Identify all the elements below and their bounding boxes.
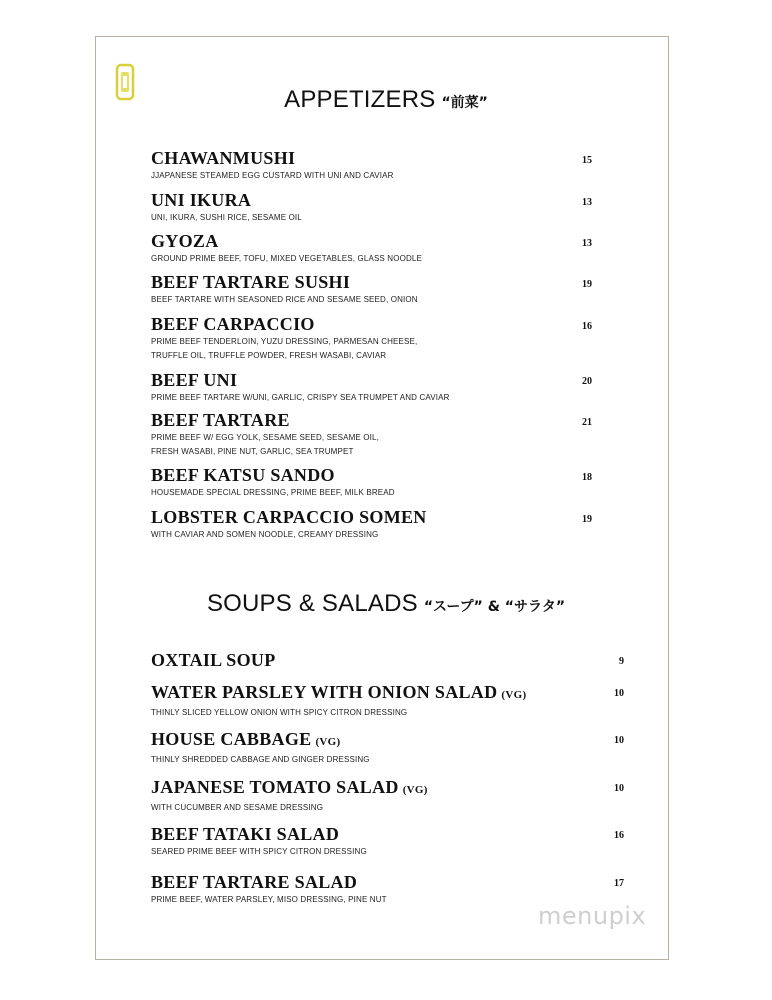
menu-item xyxy=(151,777,428,815)
menu-item xyxy=(151,465,395,500)
watermark: menupix xyxy=(538,902,647,930)
item-name: BEEF KATSU SANDO xyxy=(151,465,335,485)
menu-item xyxy=(151,272,418,307)
item-name: OXTAIL SOUP xyxy=(151,650,276,670)
item-name: LOBSTER CARPACCIO SOMEN xyxy=(151,507,427,527)
item-description: PRIME BEEF W/ EGG YOLK, SESAME SEED, SESAME OIL, xyxy=(151,433,380,442)
item-name: UNI IKURA xyxy=(151,190,252,210)
item-description: SEARED PRIME BEEF WITH SPICY CITRON DRESSING xyxy=(151,847,367,856)
item-description-line2: FRESH WASABI, PINE NUT, GARLIC, SEA TRUMPET xyxy=(151,447,354,456)
menu-item xyxy=(151,824,367,859)
item-price: 9 xyxy=(619,656,624,667)
item-name: BEEF TARTARE SUSHI xyxy=(151,272,351,292)
menu-item xyxy=(151,410,379,459)
menu-item xyxy=(151,370,450,405)
item-price: 13 xyxy=(582,197,592,208)
item-name: BEEF CARPACCIO xyxy=(151,314,315,334)
item-price: 10 xyxy=(614,735,624,746)
item-name: BEEF TARTARE SALAD xyxy=(151,872,358,892)
soups-salads-title: SOUPS & SALADS xyxy=(206,590,418,617)
item-description-line2: TRUFFLE OIL, TRUFFLE POWDER, FRESH WASABI, CAVIAR xyxy=(151,351,387,360)
item-name: BEEF UNI xyxy=(151,370,238,390)
item-name: BEEF TATAKI SALAD xyxy=(151,824,340,844)
item-name: JAPANESE TOMATO SALAD xyxy=(151,777,399,797)
item-price: 19 xyxy=(582,279,592,290)
item-name: WATER PARSLEY WITH ONION SALAD xyxy=(151,682,498,702)
item-price: 17 xyxy=(614,878,624,889)
item-price: 19 xyxy=(582,514,592,525)
item-price: 13 xyxy=(582,238,592,249)
vegetarian-tag: (VG) xyxy=(501,689,527,701)
item-name: BEEF TARTARE xyxy=(151,410,290,430)
item-name: HOUSE CABBAGE xyxy=(151,729,312,749)
item-description: GROUND PRIME BEEF, TOFU, MIXED VEGETABLES, GLASS NOODLE xyxy=(151,254,422,263)
item-name-row xyxy=(151,682,526,705)
item-name-row xyxy=(151,729,370,752)
soups-salads-heading xyxy=(0,590,772,618)
item-price: 18 xyxy=(582,472,592,483)
item-description: JJAPANESE STEAMED EGG CUSTARD WITH UNI AND CAVIAR xyxy=(151,171,394,180)
item-price: 10 xyxy=(614,783,624,794)
item-description: THINLY SHREDDED CABBAGE AND GINGER DRESSING xyxy=(151,755,370,764)
item-description: THINLY SLICED YELLOW ONION WITH SPICY CITRON DRESSING xyxy=(151,708,408,717)
item-price: 16 xyxy=(614,830,624,841)
menu-item xyxy=(151,729,370,767)
soups-salads-subtitle: “スープ” & “サラタ” xyxy=(423,599,566,615)
appetizers-heading xyxy=(0,86,772,114)
item-description: PRIME BEEF TENDERLOIN, YUZU DRESSING, PARMESAN CHEESE, xyxy=(151,337,418,346)
vegetarian-tag: (VG) xyxy=(315,736,341,748)
menu-item xyxy=(151,148,394,183)
menu-item xyxy=(151,231,422,266)
vegetarian-tag: (VG) xyxy=(402,784,428,796)
menu-item xyxy=(151,682,526,720)
appetizers-title: APPETIZERS xyxy=(284,86,436,113)
menu-item xyxy=(151,190,302,225)
appetizers-subtitle: “前菜” xyxy=(441,95,488,111)
item-price: 16 xyxy=(582,321,592,332)
item-description: PRIME BEEF TARTARE W/UNI, GARLIC, CRISPY SEA TRUMPET AND CAVIAR xyxy=(151,393,450,402)
item-description: WITH CUCUMBER AND SESAME DRESSING xyxy=(151,803,324,812)
item-description: PRIME BEEF, WATER PARSLEY, MISO DRESSING, PINE NUT xyxy=(151,895,387,904)
item-name-row xyxy=(151,777,428,800)
item-price: 10 xyxy=(614,688,624,699)
item-price: 21 xyxy=(582,417,592,428)
item-description: WITH CAVIAR AND SOMEN NOODLE, CREAMY DRESSING xyxy=(151,530,379,539)
item-price: 20 xyxy=(582,376,592,387)
menu-item xyxy=(151,314,417,363)
menu-item xyxy=(151,872,387,907)
item-description: UNI, IKURA, SUSHI RICE, SESAME OIL xyxy=(151,213,302,222)
item-description: HOUSEMADE SPECIAL DRESSING, PRIME BEEF, MILK BREAD xyxy=(151,488,395,497)
item-name: GYOZA xyxy=(151,231,219,251)
item-price: 15 xyxy=(582,155,592,166)
menu-item xyxy=(151,507,427,542)
item-description: BEEF TARTARE WITH SEASONED RICE AND SESAME SEED, ONION xyxy=(151,295,418,304)
menu-item xyxy=(151,650,276,670)
item-name: CHAWANMUSHI xyxy=(151,148,296,168)
